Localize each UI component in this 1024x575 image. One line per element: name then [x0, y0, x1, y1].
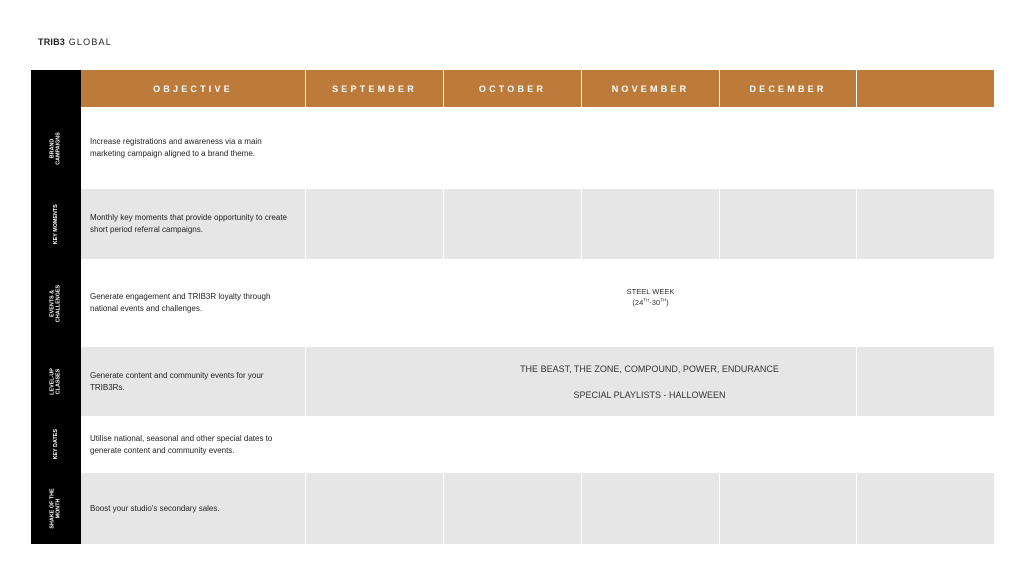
level-up-playlists: SPECIAL PLAYLISTS - HALLOWEEN [573, 390, 726, 400]
header-november: NOVEMBER [582, 70, 719, 107]
divider [856, 189, 857, 259]
row-label-events-challenges: EVENTS & CHALLENGES [31, 259, 81, 347]
objective-events-challenges: Generate engagement and TRIB3R loyalty through national events and challenges. [81, 259, 305, 347]
row-label-shake-of-the-month: SHAKE OF THE MONTH [31, 473, 81, 544]
header-october: OCTOBER [444, 70, 581, 107]
steel-week-title: STEEL WEEK [626, 287, 675, 296]
row-cells-level-up-classes [305, 347, 994, 416]
divider [305, 347, 306, 416]
header-corner [31, 70, 81, 107]
row-label-key-moments: KEY MOMENTS [31, 189, 81, 259]
row-cells-key-dates [305, 416, 994, 473]
divider [443, 473, 444, 544]
objective-shake-of-the-month: Boost your studio's secondary sales. [81, 473, 305, 544]
objective-key-dates: Utilise national, seasonal and other special dates to generate content and community events. [81, 416, 305, 473]
divider [305, 189, 306, 259]
objective-level-up-classes: Generate content and community events for your TRIB3Rs. [81, 347, 305, 416]
divider [719, 473, 720, 544]
divider [305, 473, 306, 544]
steel-week-dates: (24TH-30TH) [632, 297, 669, 308]
header-december: DECEMBER [720, 70, 856, 107]
row-label-key-dates: KEY DATES [31, 416, 81, 473]
header-objective: OBJECTIVE [81, 70, 305, 107]
level-up-classes-list: THE BEAST, THE ZONE, COMPOUND, POWER, ENDURANCE [520, 364, 779, 374]
divider [443, 189, 444, 259]
divider [719, 189, 720, 259]
row-cells-key-moments [305, 189, 994, 259]
calendar-table [31, 70, 994, 544]
divider [856, 347, 857, 416]
divider [581, 473, 582, 544]
divider [581, 189, 582, 259]
brand-title: TRIB3 GLOBAL [38, 37, 112, 47]
row-cells-brand-campaigns [305, 107, 994, 189]
row-label-level-up-classes: LEVEL-UP CLASSES [31, 347, 81, 416]
header-extra [857, 70, 994, 107]
objective-key-moments: Monthly key moments that provide opportunity to create short period referral campaigns. [81, 189, 305, 259]
objective-brand-campaigns: Increase registrations and awareness via a main marketing campaign aligned to a brand theme. [81, 107, 305, 189]
row-cells-shake-of-the-month [305, 473, 994, 544]
divider [856, 473, 857, 544]
steel-week-event [582, 286, 719, 309]
header-september: SEPTEMBER [306, 70, 443, 107]
row-label-brand-campaigns: BRAND CAMPAIGNS [31, 107, 81, 189]
